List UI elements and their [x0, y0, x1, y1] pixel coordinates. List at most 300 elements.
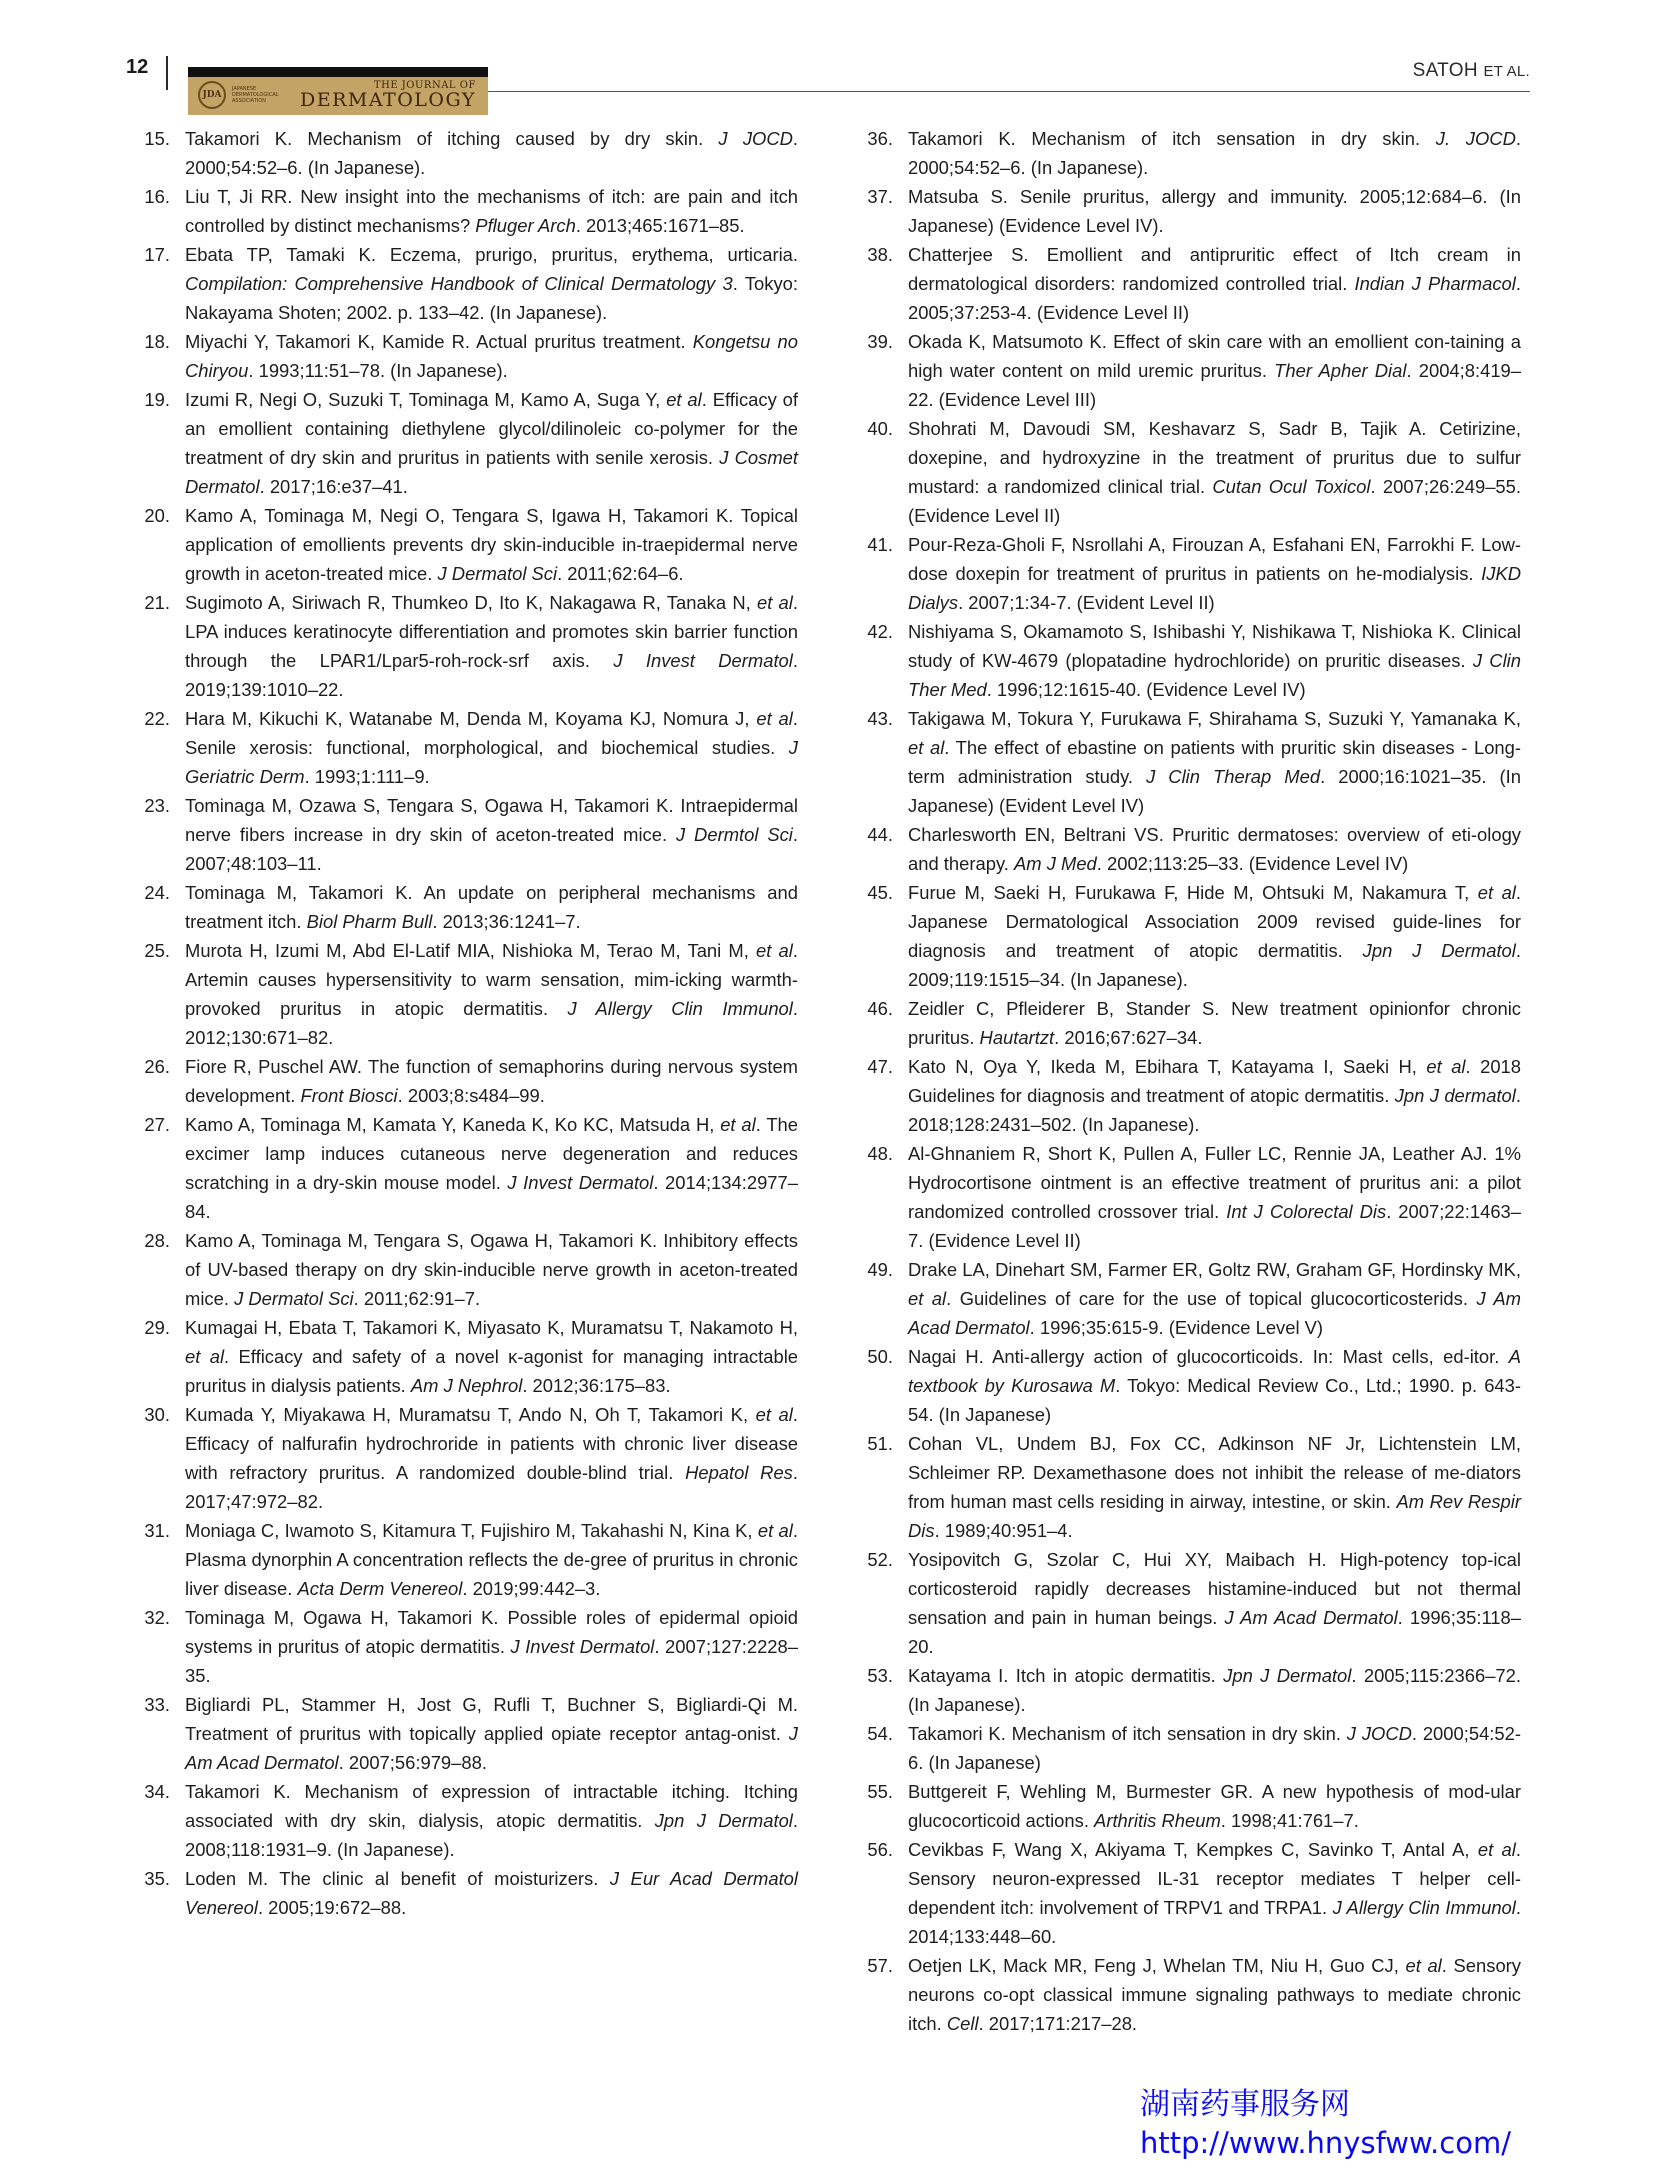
reference-segment: . 2017;47:972–82.	[185, 1462, 798, 1512]
reference-segment: Loden M. The clinic al benefit of moisturizers.	[185, 1868, 610, 1889]
header-divider	[166, 56, 168, 90]
reference-text	[908, 1056, 1521, 1135]
reference-segment: Tominaga M, Ozawa S, Tengara S, Ogawa H, Takamori K. Intraepidermal nerve fibers increase in dry skin of aceton-treated mice.	[185, 795, 798, 845]
reference-segment: . Efficacy and safety of a novel κ-agonist for managing intractable pruritus in dialysis patients.	[185, 1346, 799, 1396]
association-name: JAPANESE DERMATOLOGICAL ASSOCIATION	[232, 86, 279, 104]
reference-item	[132, 1777, 798, 1864]
reference-text	[185, 1230, 798, 1309]
reference-italic-segment: Jpn J Dermatol	[1223, 1665, 1352, 1686]
reference-text	[908, 708, 1521, 816]
reference-segment: Fiore R, Puschel AW. The function of semaphorins during nervous system development.	[185, 1056, 798, 1106]
reference-item	[855, 1052, 1521, 1139]
reference-segment: . 2007;22:1463–7. (Evidence Level II)	[908, 1201, 1522, 1251]
reference-number: 38.	[867, 244, 893, 265]
reference-segment: . 2012;36:175–83.	[522, 1375, 671, 1396]
reference-segment: . 2018;128:2431–502. (In Japanese).	[908, 1085, 1522, 1135]
reference-text	[185, 940, 798, 1048]
reference-number: 26.	[144, 1056, 170, 1077]
reference-segment: Takamori K. Mechanism of itching caused by dry skin.	[185, 128, 719, 149]
reference-segment: Izumi R, Negi O, Suzuki T, Tominaga M, Kamo A, Suga Y,	[185, 389, 667, 410]
reference-segment: Kumagai H, Ebata T, Takamori K, Miyasato K, Muramatsu T, Nakamoto H,	[185, 1317, 798, 1338]
reference-number: 40.	[867, 418, 893, 439]
reference-segment: Zeidler C, Pfleiderer B, Stander S. New treatment opinionfor chronic pruritus.	[908, 998, 1521, 1048]
reference-number: 47.	[867, 1056, 893, 1077]
reference-italic-segment: J Geriatric Derm	[185, 737, 798, 787]
reference-item	[132, 240, 798, 327]
reference-number: 52.	[867, 1549, 893, 1570]
reference-text	[908, 1346, 1521, 1425]
reference-segment: . LPA induces keratinocyte differentiation and promotes skin barrier function through the LPAR1/Lpar5-roh-rock-srf axis.	[185, 592, 798, 671]
reference-item	[855, 820, 1521, 878]
reference-segment: Kamo A, Tominaga M, Negi O, Tengara S, Igawa H, Takamori K. Topical application of emollients prevents dry skin-inducible in-traepidermal nerve growth in aceton-treated mice.	[185, 505, 798, 584]
reference-segment: . 2007;127:2228–35.	[185, 1636, 798, 1686]
reference-text	[908, 824, 1521, 874]
reference-segment: Murota H, Izumi M, Abd El-Latif MIA, Nishioka M, Terao M, Tani M,	[185, 940, 757, 961]
reference-segment: Sugimoto A, Siriwach R, Thumkeo D, Ito K, Nakagawa R, Tanaka N,	[185, 592, 757, 613]
reference-item	[855, 1777, 1521, 1835]
reference-number: 57.	[867, 1955, 893, 1976]
reference-segment: . Efficacy of nalfurafin hydrochroride in patients with chronic liver disease with refractory pruritus. A randomized double-blind trial.	[185, 1404, 798, 1483]
reference-segment: . Plasma dynorphin A concentration reflects the de-gree of pruritus in chronic liver disease.	[185, 1520, 798, 1599]
reference-item	[855, 1429, 1521, 1545]
reference-segment: . The excimer lamp induces cutaneous nerve degeneration and reduces scratching in a dry-skin mouse model.	[185, 1114, 799, 1193]
reference-item	[855, 1951, 1521, 2038]
journal-name-prefix: THE JOURNAL OF	[373, 79, 476, 91]
reference-segment: . Japanese Dermatological Association 2009 revised guide-lines for diagnosis and treatment of atopic dermatitis.	[908, 882, 1522, 961]
reference-italic-segment: J. JOCD	[1435, 128, 1516, 149]
reference-italic-segment: Am J Nephrol	[410, 1375, 523, 1396]
reference-italic-segment: J Clin Therap Med	[1146, 766, 1321, 787]
reference-text	[185, 882, 798, 932]
reference-segment: . 2002;113:25–33. (Evidence Level IV)	[1096, 853, 1409, 874]
reference-segment: . 2000;54:52–6. (In Japanese).	[185, 128, 799, 178]
reference-italic-segment: et al	[908, 737, 945, 758]
reference-segment: Al-Ghnaniem R, Short K, Pullen A, Fuller LC, Rennie JA, Leather AJ. 1% Hydrocortisone ointment is an effective treatment of pruritus ani: a pilot randomized controlled crossover trial.	[908, 1143, 1521, 1222]
reference-segment: . 2019;99:442–3.	[462, 1578, 601, 1599]
reference-segment: . Tokyo: Nakayama Shoten; 2002. p. 133–42. (In Japanese).	[185, 273, 798, 323]
reference-italic-segment: Jpn J dermatol	[1394, 1085, 1516, 1106]
reference-segment: . Guidelines of care for the use of topical glucocorticosterids.	[946, 1288, 1477, 1309]
reference-number: 37.	[867, 186, 893, 207]
reference-number: 33.	[144, 1694, 170, 1715]
watermark	[1140, 2086, 1540, 2162]
reference-segment: . 2007;48:103–11.	[185, 824, 798, 874]
reference-item	[132, 1603, 798, 1690]
reference-italic-segment: Arthritis Rheum	[1094, 1810, 1221, 1831]
reference-segment: . 1993;1:111–9.	[304, 766, 430, 787]
reference-segment: . 1993;11:51–78. (In Japanese).	[248, 360, 508, 381]
reference-item	[855, 1255, 1521, 1342]
reference-segment: . 2016;67:627–34.	[1054, 1027, 1203, 1048]
reference-item	[855, 704, 1521, 820]
reference-segment: . Sensory neuron-expressed IL-31 receptor mediates T helper cell-dependent itch: involvement of TRPV1 and TRPA1.	[908, 1839, 1521, 1918]
reference-number: 32.	[144, 1607, 170, 1628]
reference-segment: . 2017;16:e37–41.	[259, 476, 408, 497]
journal-logo	[188, 67, 488, 115]
reference-segment: . 2009;119:1515–34. (In Japanese).	[908, 940, 1521, 990]
reference-number: 21.	[144, 592, 170, 613]
reference-item	[855, 414, 1521, 530]
reference-italic-segment: et al	[1426, 1056, 1466, 1077]
reference-segment: . 2005;19:672–88.	[257, 1897, 407, 1918]
reference-item	[855, 1342, 1521, 1429]
reference-number: 31.	[144, 1520, 170, 1541]
reference-italic-segment: Am Rev Respir Dis	[908, 1491, 1521, 1541]
reference-segment: Hara M, Kikuchi K, Watanabe M, Denda M, Koyama KJ, Nomura J,	[185, 708, 757, 729]
reference-number: 55.	[867, 1781, 893, 1802]
reference-segment: . 2011;62:91–7.	[353, 1288, 481, 1309]
reference-segment: . 2008;118:1931–9. (In Japanese).	[185, 1810, 799, 1860]
reference-number: 44.	[867, 824, 893, 845]
reference-segment: Pour-Reza-Gholi F, Nsrollahi A, Firouzan A, Esfahani EN, Farrokhi F. Low-dose doxepin for treatment of pruritus in patients on he-modialysis.	[908, 534, 1521, 584]
reference-item	[855, 1835, 1521, 1951]
reference-item	[132, 1110, 798, 1226]
reference-text	[185, 1404, 798, 1512]
reference-segment: . 2007;26:249–55. (Evidence Level II)	[908, 476, 1521, 526]
reference-text	[908, 1955, 1521, 2034]
reference-segment: . 2014;133:448–60.	[908, 1897, 1521, 1947]
reference-number: 51.	[867, 1433, 893, 1454]
reference-italic-segment: J Invest Dermatol	[510, 1636, 655, 1657]
reference-segment: Moniaga C, Iwamoto S, Kitamura T, Fujishiro M, Takahashi N, Kina K,	[185, 1520, 758, 1541]
reference-text	[908, 331, 1521, 410]
header-rule	[488, 91, 1530, 92]
references-left-column	[132, 124, 798, 1922]
reference-italic-segment: J Am Acad Dermatol	[1224, 1607, 1398, 1628]
reference-text	[908, 1665, 1521, 1715]
reference-segment: . 2012;130:671–82.	[185, 998, 798, 1048]
reference-italic-segment: Am J Med	[1014, 853, 1097, 874]
reference-number: 56.	[867, 1839, 893, 1860]
reference-italic-segment: et al	[1405, 1955, 1442, 1976]
reference-item	[132, 385, 798, 501]
reference-text	[185, 128, 798, 178]
reference-number: 18.	[144, 331, 170, 352]
reference-segment: . Tokyo: Medical Review Co., Ltd.; 1990. p. 643-54. (In Japanese)	[908, 1375, 1522, 1425]
reference-segment: . 1998;41:761–7.	[1220, 1810, 1359, 1831]
reference-segment: . 2005;115:2366–72. (In Japanese).	[908, 1665, 1522, 1715]
reference-segment: . Senile xerosis: functional, morphological, and biochemical studies.	[185, 708, 798, 758]
reference-number: 24.	[144, 882, 170, 903]
reference-segment: Oetjen LK, Mack MR, Feng J, Whelan TM, Niu H, Guo CJ,	[908, 1955, 1406, 1976]
reference-number: 35.	[144, 1868, 170, 1889]
reference-number: 42.	[867, 621, 893, 642]
reference-item	[132, 327, 798, 385]
logo-topbar	[188, 67, 488, 77]
reference-item	[855, 124, 1521, 182]
reference-text	[185, 1520, 798, 1599]
reference-italic-segment: J Invest Dermatol	[613, 650, 793, 671]
reference-number: 29.	[144, 1317, 170, 1338]
reference-item	[132, 588, 798, 704]
reference-italic-segment: et al	[756, 592, 793, 613]
reference-text	[908, 1143, 1521, 1251]
reference-segment: . The effect of ebastine on patients with pruritic skin diseases - Long-term administration study.	[908, 737, 1521, 787]
reference-italic-segment: IJKD Dialys	[908, 563, 1521, 613]
reference-text	[185, 389, 798, 497]
reference-italic-segment: et al	[755, 1404, 793, 1425]
reference-item	[855, 240, 1521, 327]
reference-text	[185, 244, 798, 323]
reference-segment: Furue M, Saeki H, Furukawa F, Hide M, Ohtsuki M, Nakamura T,	[908, 882, 1478, 903]
reference-number: 34.	[144, 1781, 170, 1802]
reference-item	[855, 1139, 1521, 1255]
watermark-site-name: 湖南药事服务网	[1140, 2087, 1350, 2122]
reference-segment: . 2000;16:1021–35. (In Japanese) (Evident Level IV)	[908, 766, 1521, 816]
reference-text	[185, 1781, 798, 1860]
reference-segment: . 2018 Guidelines for diagnosis and treatment of atopic dermatitis.	[908, 1056, 1522, 1106]
reference-segment: Takigawa M, Tokura Y, Furukawa F, Shirahama S, Suzuki Y, Yamanaka K,	[908, 708, 1521, 729]
reference-italic-segment: Front Biosci	[300, 1085, 398, 1106]
reference-number: 28.	[144, 1230, 170, 1251]
reference-text	[908, 418, 1521, 526]
reference-item	[855, 530, 1521, 617]
reference-italic-segment: Jpn J Dermatol	[654, 1810, 793, 1831]
reference-number: 39.	[867, 331, 893, 352]
reference-segment: Nagai H. Anti-allergy action of glucocorticoids. In: Mast cells, ed-itor.	[908, 1346, 1509, 1367]
reference-italic-segment: Jpn J Dermatol	[1362, 940, 1516, 961]
running-head-etal: ET AL.	[1483, 63, 1530, 80]
reference-segment: Takamori K. Mechanism of expression of intractable itching. Itching associated with dry skin, dialysis, atopic dermatitis.	[185, 1781, 798, 1831]
reference-item	[132, 501, 798, 588]
reference-number: 41.	[867, 534, 893, 555]
reference-italic-segment: J Dermatol Sci	[437, 563, 558, 584]
running-head-author: SATOH	[1412, 60, 1478, 81]
reference-segment: Takamori K. Mechanism of itch sensation in dry skin.	[908, 1723, 1347, 1744]
reference-italic-segment: et al	[1477, 882, 1516, 903]
association-seal-icon: JDA	[198, 81, 226, 109]
reference-segment: Takamori K. Mechanism of itch sensation in dry skin.	[908, 128, 1436, 149]
reference-italic-segment: J Am Acad Dermatol	[908, 1288, 1521, 1338]
reference-italic-segment: Acta Derm Venereol	[297, 1578, 463, 1599]
reference-segment: Liu T, Ji RR. New insight into the mechanisms of itch: are pain and itch controlled by distinct mechanisms?	[185, 186, 798, 236]
reference-italic-segment: et al	[757, 1520, 793, 1541]
reference-segment: Drake LA, Dinehart SM, Farmer ER, Goltz RW, Graham GF, Hordinsky MK,	[908, 1259, 1521, 1280]
reference-number: 53.	[867, 1665, 893, 1686]
reference-text	[908, 1259, 1521, 1338]
reference-segment: . Efficacy of an emollient containing diethylene glycol/dilinoleic co-polymer for the treatment of dry skin and pruritus in patients with senile xerosis.	[185, 389, 798, 468]
reference-italic-segment: Indian J Pharmacol	[1354, 273, 1516, 294]
reference-number: 19.	[144, 389, 170, 410]
reference-segment: . 2003;8:s484–99.	[397, 1085, 545, 1106]
reference-segment: Yosipovitch G, Szolar C, Hui XY, Maibach H. High-potency top-ical corticosteroid rapidly decreases histamine-induced but not thermal sensation and pain in human beings.	[908, 1549, 1521, 1628]
watermark-url: http://www.hnysfww.com/	[1140, 2126, 1511, 2160]
reference-segment: Okada K, Matsumoto K. Effect of skin care with an emollient con-taining a high water content on mild uremic pruritus.	[908, 331, 1521, 381]
reference-number: 27.	[144, 1114, 170, 1135]
reference-italic-segment: J Cosmet Dermatol	[185, 447, 798, 497]
reference-italic-segment: Compilation: Comprehensive Handbook of Clinical Dermatology 3	[185, 273, 733, 294]
reference-number: 49.	[867, 1259, 893, 1280]
reference-italic-segment: J Allergy Clin Immunol	[1332, 1897, 1516, 1918]
reference-number: 48.	[867, 1143, 893, 1164]
reference-italic-segment: J JOCD	[718, 128, 793, 149]
reference-item	[855, 994, 1521, 1052]
reference-text	[185, 331, 798, 381]
reference-segment: . 2004;8:419–22. (Evidence Level III)	[908, 360, 1522, 410]
reference-italic-segment: Kongetsu no Chiryou	[185, 331, 798, 381]
reference-text	[908, 621, 1521, 700]
reference-item	[132, 704, 798, 791]
reference-segment: Ebata TP, Tamaki K. Eczema, prurigo, pruritus, erythema, urticaria.	[185, 244, 798, 265]
reference-item	[855, 1545, 1521, 1661]
reference-item	[132, 791, 798, 878]
reference-item	[132, 1400, 798, 1516]
reference-segment: . 2014;134:2977–84.	[185, 1172, 798, 1222]
reference-segment: . 2000;54:52-6. (In Japanese)	[908, 1723, 1521, 1773]
references-right-column	[855, 124, 1521, 2038]
reference-segment: . 2013;465:1671–85.	[575, 215, 745, 236]
reference-segment: Katayama I. Itch in atopic dermatitis.	[908, 1665, 1224, 1686]
reference-text	[185, 592, 798, 700]
reference-segment: . 1996;35:615-9. (Evidence Level V)	[1029, 1317, 1324, 1338]
reference-segment: Charlesworth EN, Beltrani VS. Pruritic dermatoses: overview of eti-ology and therapy.	[908, 824, 1521, 874]
reference-italic-segment: et al	[720, 1114, 756, 1135]
reference-segment: . Sensory neurons co-opt classical immune signaling pathways to mediate chronic itch.	[908, 1955, 1522, 2034]
reference-item	[132, 1226, 798, 1313]
reference-segment: Bigliardi PL, Stammer H, Jost G, Rufli T, Buchner S, Bigliardi-Qi M. Treatment of pruritus with topically applied opiate receptor antag-onist.	[185, 1694, 798, 1744]
reference-italic-segment: Hautartzt	[979, 1027, 1055, 1048]
journal-name	[300, 81, 476, 110]
reference-text	[185, 1868, 798, 1918]
reference-segment: . 1989;40:951–4.	[934, 1520, 1073, 1541]
reference-segment: . 2013;36:1241–7.	[432, 911, 581, 932]
reference-text	[908, 128, 1521, 178]
reference-item	[855, 617, 1521, 704]
reference-item	[132, 878, 798, 936]
journal-name-main: DERMATOLOGY	[300, 88, 476, 111]
reference-segment: . 2000;54:52–6. (In Japanese).	[908, 128, 1521, 178]
reference-italic-segment: J Dermtol Sci	[675, 824, 793, 845]
reference-item	[132, 1313, 798, 1400]
reference-segment: Kamo A, Tominaga M, Tengara S, Ogawa H, Takamori K. Inhibitory effects of UV-based therapy on dry skin-inducible nerve growth in aceton-treated mice.	[185, 1230, 798, 1309]
reference-italic-segment: A textbook by Kurosawa M	[908, 1346, 1521, 1396]
running-head	[1413, 60, 1530, 82]
page-number: 12	[126, 56, 149, 78]
reference-italic-segment: Cell	[946, 2013, 979, 2034]
reference-number: 50.	[867, 1346, 893, 1367]
reference-text	[185, 1114, 798, 1222]
reference-italic-segment: Cutan Ocul Toxicol	[1212, 476, 1371, 497]
reference-number: 22.	[144, 708, 170, 729]
reference-segment: Kumada Y, Miyakawa H, Muramatsu T, Ando N, Oh T, Takamori K,	[185, 1404, 756, 1425]
reference-segment: Cevikbas F, Wang X, Akiyama T, Kempkes C, Savinko T, Antal A,	[908, 1839, 1478, 1860]
reference-number: 16.	[144, 186, 170, 207]
reference-text	[185, 795, 798, 874]
reference-segment: . 2017;171:217–28.	[978, 2013, 1138, 2034]
reference-item	[132, 1690, 798, 1777]
reference-italic-segment: et al	[756, 708, 793, 729]
reference-italic-segment: Biol Pharm Bull	[306, 911, 433, 932]
reference-italic-segment: J Allergy Clin Immunol	[567, 998, 793, 1019]
reference-text	[185, 186, 798, 236]
reference-number: 46.	[867, 998, 893, 1019]
reference-text	[908, 882, 1521, 990]
reference-text	[185, 708, 798, 787]
reference-italic-segment: et al	[185, 1346, 225, 1367]
reference-text	[908, 1433, 1521, 1541]
reference-segment: Matsuba S. Senile pruritus, allergy and immunity. 2005;12:684–6. (In Japanese) (Evidence Level IV).	[908, 186, 1521, 236]
reference-italic-segment: J Am Acad Dermatol	[185, 1723, 798, 1773]
reference-item	[855, 327, 1521, 414]
reference-text	[908, 1839, 1521, 1947]
reference-text	[908, 186, 1521, 236]
reference-segment: Tominaga M, Ogawa H, Takamori K. Possible roles of epidermal opioid systems in pruritus of atopic dermatitis.	[185, 1607, 798, 1657]
reference-italic-segment: Ther Apher Dial	[1274, 360, 1407, 381]
reference-item	[855, 878, 1521, 994]
reference-text	[185, 1694, 798, 1773]
reference-italic-segment: J Eur Acad Dermatol Venereol	[185, 1868, 798, 1918]
reference-segment: Kamo A, Tominaga M, Kamata Y, Kaneda K, Ko KC, Matsuda H,	[185, 1114, 721, 1135]
reference-text	[185, 1056, 798, 1106]
reference-italic-segment: J Clin Ther Med	[908, 650, 1521, 700]
reference-segment: . Artemin causes hypersensitivity to warm sensation, mim-icking warmth-provoked pruritus in atopic dermatitis.	[185, 940, 798, 1019]
reference-number: 23.	[144, 795, 170, 816]
reference-number: 45.	[867, 882, 893, 903]
reference-item	[132, 936, 798, 1052]
reference-segment: Cohan VL, Undem BJ, Fox CC, Adkinson NF Jr, Lichtenstein LM, Schleimer RP. Dexamethasone does not inhibit the release of me-diators from human mast cells residing in airway, intestine, or skin.	[908, 1433, 1521, 1512]
reference-text	[908, 1723, 1521, 1773]
reference-text	[908, 998, 1521, 1048]
reference-italic-segment: Hepatol Res	[685, 1462, 793, 1483]
reference-italic-segment: J JOCD	[1346, 1723, 1412, 1744]
reference-item	[132, 1052, 798, 1110]
reference-segment: Chatterjee S. Emollient and antipruritic effect of Itch cream in dermatological disorders: randomized controlled trial.	[908, 244, 1521, 294]
reference-italic-segment: Pfluger Arch	[475, 215, 576, 236]
reference-text	[908, 1549, 1521, 1657]
reference-text	[908, 534, 1521, 613]
reference-number: 15.	[144, 128, 170, 149]
reference-segment: Nishiyama S, Okamamoto S, Ishibashi Y, Nishikawa T, Nishioka K. Clinical study of KW-4679 (plopatadine hydrochloride) on pruritic diseases.	[908, 621, 1521, 671]
reference-italic-segment: et al	[1477, 1839, 1516, 1860]
reference-segment: . 1996;12:1615-40. (Evidence Level IV)	[986, 679, 1306, 700]
reference-item	[855, 1661, 1521, 1719]
reference-number: 43.	[867, 708, 893, 729]
reference-item	[132, 1864, 798, 1922]
reference-item	[855, 1719, 1521, 1777]
reference-text	[185, 1317, 798, 1396]
reference-item	[855, 182, 1521, 240]
reference-item	[132, 124, 798, 182]
reference-segment: . 1996;35:118–20.	[908, 1607, 1521, 1657]
reference-item	[132, 182, 798, 240]
reference-number: 25.	[144, 940, 170, 961]
reference-italic-segment: et al	[756, 940, 793, 961]
reference-number: 30.	[144, 1404, 170, 1425]
reference-segment: . 2019;139:1010–22.	[185, 650, 798, 700]
reference-number: 36.	[867, 128, 893, 149]
reference-segment: . 2011;62:64–6.	[557, 563, 684, 584]
reference-italic-segment: et al	[666, 389, 702, 410]
reference-italic-segment: J Dermatol Sci	[234, 1288, 354, 1309]
reference-text	[185, 505, 798, 584]
reference-segment: . 2007;1:34-7. (Evident Level II)	[958, 592, 1215, 613]
reference-item	[132, 1516, 798, 1603]
reference-number: 54.	[867, 1723, 893, 1744]
reference-italic-segment: Int J Colorectal Dis	[1226, 1201, 1387, 1222]
reference-segment: Kato N, Oya Y, Ikeda M, Ebihara T, Katayama I, Saeki H,	[908, 1056, 1427, 1077]
reference-number: 20.	[144, 505, 170, 526]
reference-text	[908, 1781, 1521, 1831]
reference-text	[185, 1607, 798, 1686]
reference-italic-segment: J Invest Dermatol	[507, 1172, 654, 1193]
reference-text	[908, 244, 1521, 323]
reference-segment: Shohrati M, Davoudi SM, Keshavarz S, Sadr B, Tajik A. Cetirizine, doxepine, and hydroxyzine in the treatment of pruritus due to sulfur mustard: a randomized clinical trial.	[908, 418, 1521, 497]
reference-number: 17.	[144, 244, 170, 265]
reference-segment: . 2007;56:979–88.	[338, 1752, 487, 1773]
reference-segment: Buttgereit F, Wehling M, Burmester GR. A new hypothesis of mod-ular glucocorticoid actions.	[908, 1781, 1521, 1831]
reference-segment: . 2005;37:253-4. (Evidence Level II)	[908, 273, 1521, 323]
reference-segment: Miyachi Y, Takamori K, Kamide R. Actual pruritus treatment.	[185, 331, 693, 352]
